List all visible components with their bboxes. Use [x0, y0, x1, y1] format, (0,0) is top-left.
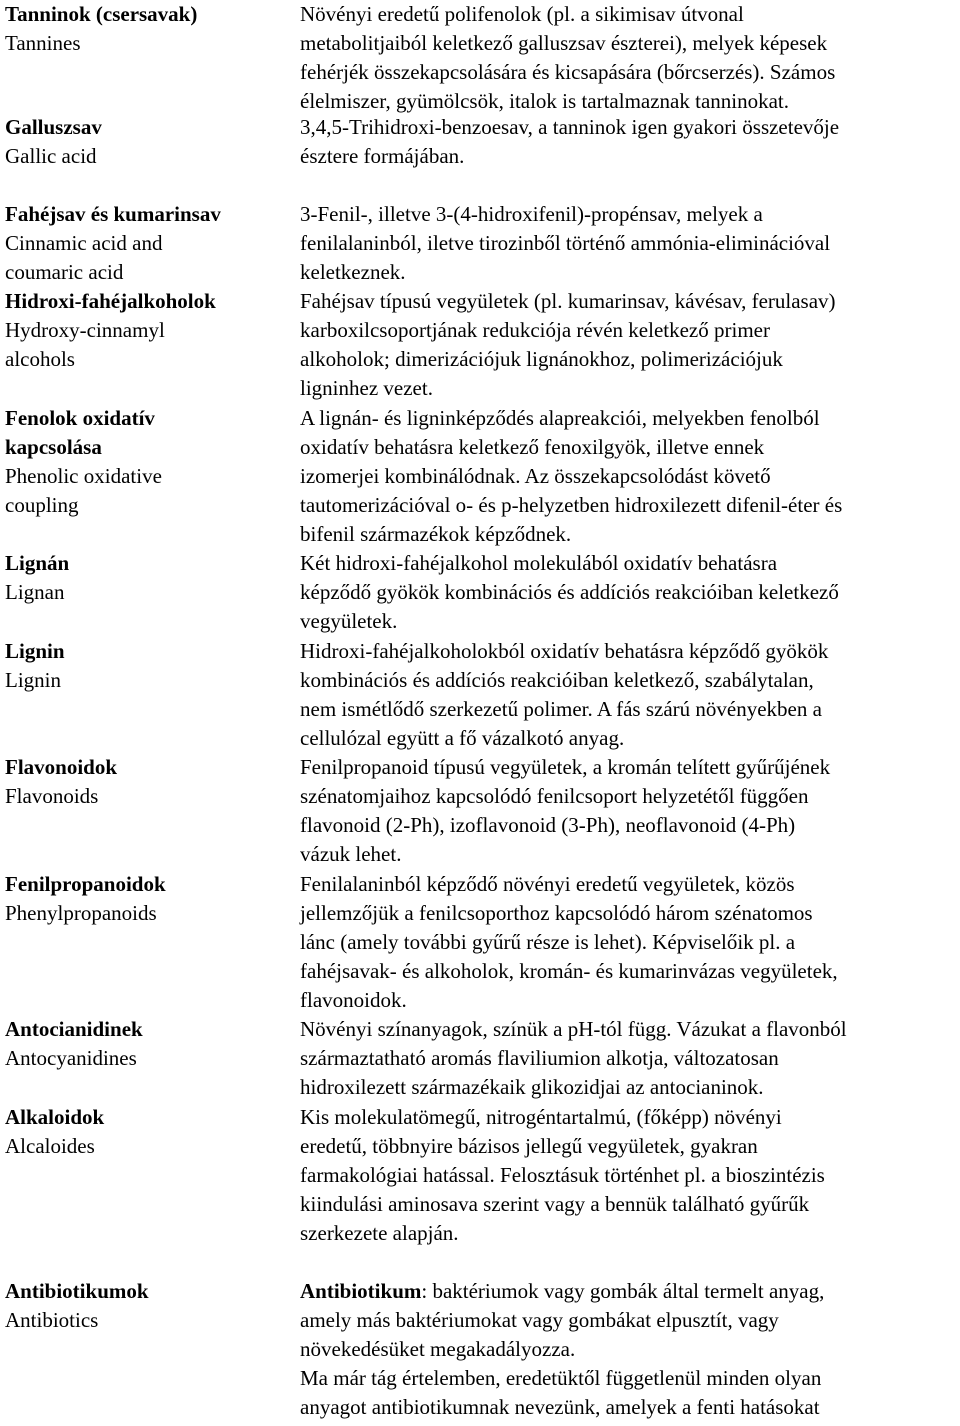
term-english: Antocyanidines: [5, 1046, 137, 1070]
definition-line: lánc (amely további gyűrű része is lehet). Képviselőik pl. a: [300, 930, 796, 954]
definition-line: Növényi eredetű polifenolok (pl. a sikimisav útvonal: [300, 2, 744, 26]
definition-line: Ma már tág értelemben, eredetüktől függetlenül minden olyan: [300, 1366, 822, 1390]
definition-line: 3-Fenil-, illetve 3-(4-hidroxifenil)-propénsav, melyek a: [300, 202, 763, 226]
definition-line: vegyületek.: [300, 609, 398, 633]
definition-line: [300, 1277, 960, 1306]
term-hungarian: Alkaloidok: [5, 1105, 105, 1129]
term-column: [5, 113, 290, 171]
term-column: [5, 753, 290, 811]
definition-line: keletkeznek.: [300, 260, 406, 284]
definition-line: Hidroxi-fahéjalkoholokból oxidatív behatásra képződő gyökök: [300, 639, 829, 663]
definition-line: fenilalaninból, iletve tirozinből történő ammónia-eliminációval: [300, 231, 831, 255]
definition-text: [300, 287, 960, 403]
definition-line: képződő gyökök kombinációs és addíciós reakcióiban keletkező: [300, 580, 839, 604]
definition-text: [300, 113, 960, 171]
definition-line: fahéjsavak- és alkoholok, kromán- és kumarinvázas vegyületek,: [300, 959, 838, 983]
definition-line: tautomerizációval o- és p-helyzetben hidroxilezett difenil-éter és: [300, 493, 843, 517]
term-english: Lignin: [5, 668, 61, 692]
definition-line: farmakológiai hatással. Felosztásuk történhet pl. a bioszintézis: [300, 1163, 825, 1187]
term-hungarian: Tanninok (csersavak): [5, 2, 198, 26]
definition-line: bifenil származékok képződnek.: [300, 522, 572, 546]
definition-line: 3,4,5-Trihidroxi-benzoesav, a tanninok igen gyakori összetevője: [300, 115, 840, 139]
term-hungarian: kapcsolása: [5, 435, 102, 459]
term-english: Cinnamic acid and: [5, 231, 163, 255]
term-column: [5, 1015, 290, 1073]
term-english: Phenolic oxidative: [5, 464, 162, 488]
definition-line: Kis molekulatömegű, nitrogéntartalmú, (főképp) növényi: [300, 1105, 782, 1129]
term-english: Gallic acid: [5, 144, 97, 168]
definition-line: fehérjék összekapcsolására és kicsapására (bőrcserzés). Számos: [300, 60, 836, 84]
term-hungarian: Lignán: [5, 551, 70, 575]
definition-line: anyagot antibiotikumnak nevezünk, amelyek a fenti hatásokat: [300, 1395, 820, 1419]
term-english: alcohols: [5, 347, 75, 371]
term-hungarian: Fenolok oxidatív: [5, 406, 155, 430]
term-hungarian: Flavonoidok: [5, 755, 118, 779]
definition-line: szerkezete alapján.: [300, 1221, 459, 1245]
definition-line: észtere formájában.: [300, 144, 465, 168]
definition-line: alkoholok; dimerizációjuk lignánokhoz, polimerizációjuk: [300, 347, 783, 371]
definition-line: oxidatív behatásra keletkező fenoxilgyök, illetve ennek: [300, 435, 765, 459]
term-column: [5, 404, 290, 520]
definition-text: [300, 753, 960, 869]
definition-line: karboxilcsoportjának redukciója révén keletkező primer: [300, 318, 770, 342]
definition-line: vázuk lehet.: [300, 842, 402, 866]
definition-line: hidroxilezett származékaik glikozidjai az antocianinok.: [300, 1075, 764, 1099]
term-english: coupling: [5, 493, 79, 517]
term-english: Lignan: [5, 580, 65, 604]
definition-line: A lignán- és ligninképződés alapreakciói, melyekben fenolból: [300, 406, 820, 430]
term-column: [5, 549, 290, 607]
term-column: [5, 1103, 290, 1161]
definition-text: [300, 637, 960, 753]
definition-line: Növényi színanyagok, színük a pH-tól függ. Vázukat a flavonból: [300, 1017, 847, 1041]
term-column: [5, 287, 290, 374]
term-hungarian: Fahéjsav és kumarinsav: [5, 202, 221, 226]
term-column: [5, 870, 290, 928]
definition-line: származtatható aromás flaviliumion alkotja, változatosan: [300, 1046, 779, 1070]
definition-text: [300, 200, 960, 287]
definition-bold-lead: Antibiotikum: [300, 1279, 422, 1303]
definition-text: [300, 404, 960, 549]
term-hungarian: Antibiotikumok: [5, 1279, 149, 1303]
definition-line: Fenilpropanoid típusú vegyületek, a kromán telített gyűrűjének: [300, 755, 831, 779]
definition-line: élelmiszer, gyümölcsök, italok is tartalmaznak tanninokat.: [300, 89, 790, 113]
definition-text: [300, 0, 960, 116]
definition-text: [300, 1015, 960, 1102]
term-english: Antibiotics: [5, 1308, 99, 1332]
term-hungarian: Hidroxi-fahéjalkoholok: [5, 289, 216, 313]
definition-line: izomerjei kombinálódnak. Az összekapcsolódást követő: [300, 464, 771, 488]
definition-line: Két hidroxi-fahéjalkohol molekulából oxidatív behatásra: [300, 551, 778, 575]
term-hungarian: Fenilpropanoidok: [5, 872, 166, 896]
term-english: Phenylpropanoids: [5, 901, 157, 925]
definition-text: [300, 870, 960, 1015]
term-column: [5, 0, 290, 58]
term-english: coumaric acid: [5, 260, 124, 284]
term-hungarian: Lignin: [5, 639, 65, 663]
definition-line: Fahéjsav típusú vegyületek (pl. kumarinsav, kávésav, ferulasav): [300, 289, 836, 313]
term-hungarian: Galluszsav: [5, 115, 102, 139]
definition-line: metabolitjaiból keletkező galluszsav észterei), melyek képesek: [300, 31, 828, 55]
definition-line: amely más baktériumokat vagy gombákat elpusztít, vagy: [300, 1308, 779, 1332]
definition-text: [300, 549, 960, 636]
definition-line: kombinációs és addíciós reakcióiban keletkező, szabálytalan,: [300, 668, 814, 692]
definition-text: [300, 1277, 960, 1422]
term-english: Tannines: [5, 31, 81, 55]
definition-line: Fenilalaninból képződő növényi eredetű vegyületek, közös: [300, 872, 795, 896]
definition-line: eredetű, többnyire bázisos jellegű vegyületek, gyakran: [300, 1134, 758, 1158]
definition-line: nem ismétlődő szerkezetű polimer. A fás szárú növényekben a: [300, 697, 822, 721]
definition-line: növekedésüket megakadályozza.: [300, 1337, 576, 1361]
definition-line: flavonoid (2-Ph), izoflavonoid (3-Ph), neoflavonoid (4-Ph): [300, 813, 796, 837]
definition-text: [300, 1103, 960, 1248]
definition-line: ligninhez vezet.: [300, 376, 433, 400]
term-column: [5, 1277, 290, 1335]
definition-line: kiindulási aminosava szerint vagy a bennük található gyűrűk: [300, 1192, 810, 1216]
term-column: [5, 637, 290, 695]
definition-line: szénatomjaihoz kapcsolódó fenilcsoport helyzetétől függően: [300, 784, 809, 808]
term-hungarian: Antocianidinek: [5, 1017, 143, 1041]
definition-line: flavonoidok.: [300, 988, 407, 1012]
definition-line: jellemzőjük a fenilcsoporthoz kapcsolódó három szénatomos: [300, 901, 813, 925]
term-english: Hydroxy-cinnamyl: [5, 318, 165, 342]
term-english: Flavonoids: [5, 784, 99, 808]
term-column: [5, 200, 290, 287]
term-english: Alcaloides: [5, 1134, 95, 1158]
definition-line: cellulózal együtt a fő vázalkotó anyag.: [300, 726, 625, 750]
definition-lead-rest: : baktériumok vagy gombák által termelt anyag,: [421, 1279, 825, 1303]
